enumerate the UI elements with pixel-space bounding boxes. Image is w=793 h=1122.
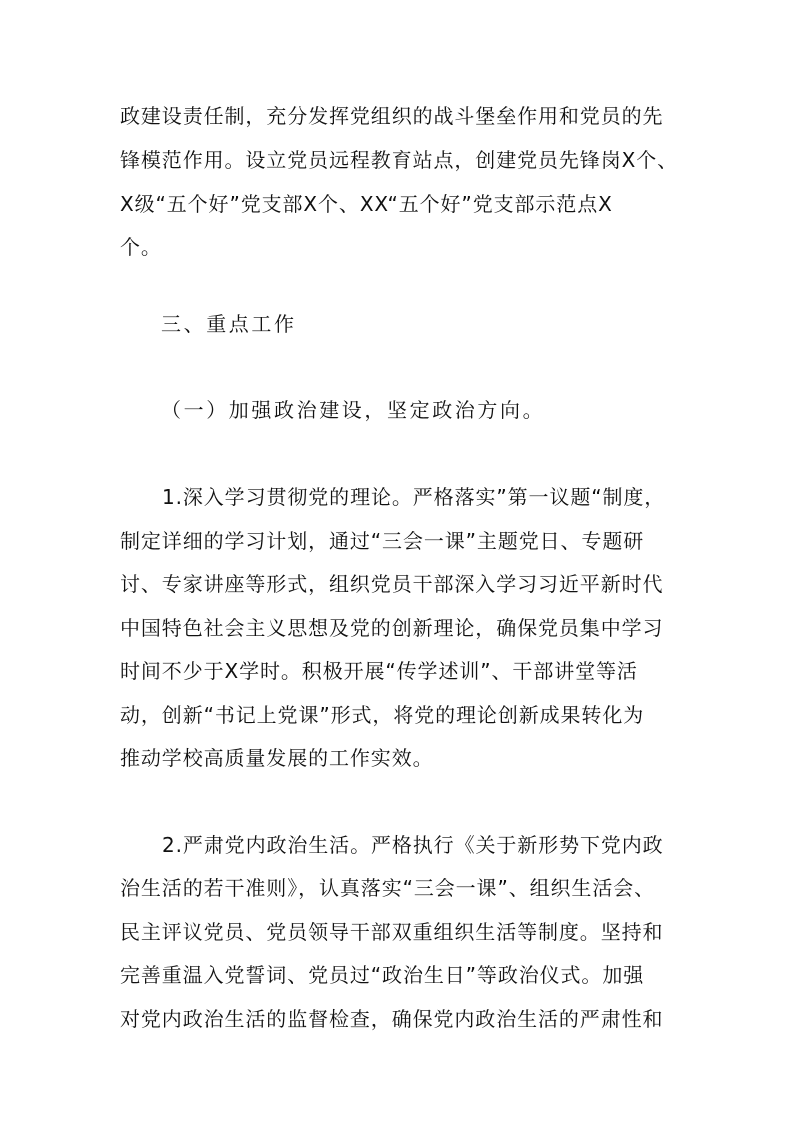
intro-line: 政建设责任制，充分发挥党组织的战斗堡垒作用和党员的先 xyxy=(120,104,664,128)
item2-line: 治生活的若干准则》，认真落实“三会一课”、组织生活会、 xyxy=(120,876,656,900)
item1-line: 动，创新“书记上党课”形式，将党的理论创新成果转化为 xyxy=(120,703,645,727)
sub-heading: （一）加强政治建设，坚定政治方向。 xyxy=(161,398,546,422)
item1-line: 1.深入学习贯彻党的理论。严格落实”第一议题“制度， xyxy=(162,485,666,509)
item2-line: 对党内政治生活的监督检查，确保党内政治生活的严肃性和 xyxy=(120,1007,664,1031)
item1-line: 制定详细的学习计划，通过“三会一课”主题党日、专题研 xyxy=(120,529,645,553)
item1-line: 讨、专家讲座等形式，组织党员干部深入学习习近平新时代 xyxy=(120,572,664,596)
intro-line: 个。 xyxy=(120,235,162,259)
intro-line: 锋模范作用。设立党员远程教育站点，创建党员先锋岗X个、 xyxy=(120,148,679,172)
item1-line: 时间不少于X学时。积极开展“传学述训”、干部讲堂等活 xyxy=(120,659,638,683)
intro-line: X级“五个好”党支部X个、XX“五个好”党支部示范点X xyxy=(120,192,613,216)
section-heading: 三、重点工作 xyxy=(161,312,297,336)
item1-line: 推动学校高质量发展的工作实效。 xyxy=(120,746,434,770)
item2-line: 民主评议党员、党员领导干部双重组织生活等制度。坚持和 xyxy=(120,920,664,944)
item1-line: 中国特色社会主义思想及党的创新理论，确保党员集中学习 xyxy=(120,616,664,640)
item2-line: 完善重温入党誓词、党员过“政治生日”等政治仪式。加强 xyxy=(120,963,645,987)
item2-line: 2.严肃党内政治生活。严格执行《关于新形势下党内政 xyxy=(162,833,664,857)
